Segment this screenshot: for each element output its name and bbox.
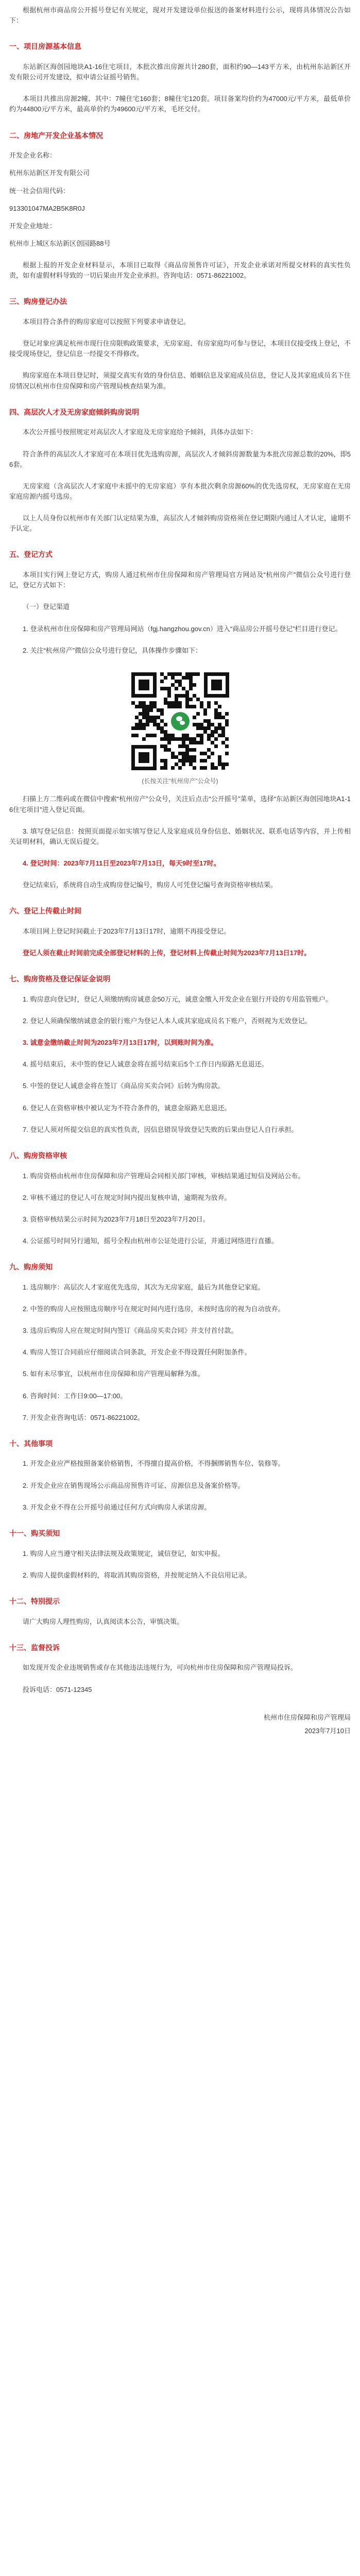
section-5-paragraph: 2. 关注“杭州房产”微信公众号进行登记，具体操作步骤如下： — [23, 646, 202, 654]
section-4-paragraph: 符合条件的高层次人才家庭可在本项目优先选购房源，高层次人才倾斜房源数量为本批次房源总数的20%，即56套。 — [9, 450, 351, 468]
section-4-paragraph: 本次公开摇号按照规定对高层次人才家庭及无房家庭给予倾斜，具体办法如下： — [23, 428, 258, 436]
section-4-paragraph: 无房家庭（含高层次人才家庭中未摇中的无房家庭）享有本批次剩余房源60%的优先选房权，无房家庭在无房家庭房源内摇号选房。 — [9, 482, 351, 500]
section-5-paragraph: 登记结束后，系统将自动生成购房登记编号，购房人可凭登记编号查询资格审核结果。 — [23, 881, 278, 889]
section-11-title: 十一、购买须知 — [9, 1529, 60, 1537]
section-10-paragraph: 1. 开发企业应严格按照备案价格销售，不得擅自提高价格，不得捆绑销售车位、装修等。 — [23, 1460, 285, 1468]
issuing-organization: 杭州市住房保障和房产管理局 — [263, 1713, 351, 1721]
section-8-paragraph: 4. 公证摇号时间另行通知，摇号全程由杭州市公证处进行公证，并通过网络进行直播。 — [23, 1236, 278, 1245]
section-8-paragraph: 2. 审核不通过的登记人可在规定时间内提出复核申请，逾期视为放弃。 — [23, 1193, 231, 1201]
section-2-paragraph: 根据上报的开发企业材料显示，本项目已取得《商品房预售许可证》，开发企业承诺对所提交材料的真实性负责，如有虚假材料导致的一切后果由开发企业承担。咨询电话：0571-86221002。 — [9, 261, 351, 280]
section-5-paragraph: 本项目实行网上登记方式，购房人通过杭州市住房保障和房产管理局官方网站及“杭州房产”微信公众号进行登记，登记方式如下： — [9, 571, 351, 589]
section-7-title: 七、购房资格及登记保证金说明 — [9, 975, 110, 984]
section-9-paragraph: 4. 购房人签订合同前应仔细阅读合同条款，开发企业不得设置任何附加条件。 — [23, 1348, 251, 1357]
section-10-paragraph: 3. 开发企业不得在公开摇号前通过任何方式向购房人承诺房源。 — [23, 1503, 211, 1511]
intro-paragraph: 根据杭州市商品房公开摇号登记有关规定，现对开发建设单位报送的备案材料进行公示，现将具体情况公告如下： — [9, 6, 351, 25]
developer-name-label: 开发企业名称： — [9, 151, 57, 160]
section-9-paragraph: 5. 如有未尽事宜，以杭州市住房保障和房产管理局解释为准。 — [23, 1370, 204, 1378]
developer-name-value: 杭州东站新区开发有限公司 — [9, 169, 90, 177]
section-6-title: 六、登记上传截止时间 — [9, 907, 81, 916]
section-8-paragraph: 1. 购房资格由杭州市住房保障和房产管理局会同相关部门审核，审核结果通过短信及网站公布。 — [23, 1172, 305, 1180]
section-9-paragraph: 7. 开发企业咨询电话：0571-86221002。 — [23, 1413, 144, 1421]
section-7-paragraph: 5. 中签的登记人诚意金将在签订《商品房买卖合同》后转为购房款。 — [23, 1082, 225, 1090]
section-6-paragraph: 本项目网上登记时间截止于2023年7月13日17时，逾期不再接受登记。 — [23, 927, 231, 935]
section-12-paragraph: 请广大购房人理性购房，认真阅读本公告，审慎决策。 — [23, 1617, 184, 1625]
section-1-title: 一、项目房源基本信息 — [9, 42, 81, 51]
section-3-title: 三、购房登记办法 — [9, 297, 67, 306]
section-8-paragraph: 3. 资格审核结果公示时间为2023年7月18日至2023年7月20日。 — [23, 1215, 210, 1223]
wechat-qr-code-icon[interactable] — [126, 667, 234, 775]
issue-date: 2023年7月10日 — [304, 1726, 351, 1735]
section-1-paragraph: 本项目共推出房源2幢、其中：7幢住宅160套；8幢住宅120套。项目备案均价约为47000元/平方米，最低单价约为44800元/平方米，最高单价约为49600元/平方米，毛坯交付。 — [9, 95, 351, 113]
section-11-paragraph: 1. 购房人应当遵守相关法律法规及政策规定，诚信登记，如实申报。 — [23, 1549, 225, 1557]
section-12-title: 十二、特别提示 — [9, 1597, 60, 1605]
section-3-paragraph: 购房家庭在本项目登记时，须提交真实有效的身份信息、婚姻信息及家庭成员信息，登记人及其家庭成员名下住房情况以杭州市住房保障和房产管理局核查结果为准。 — [9, 371, 351, 390]
section-2-title: 二、房地产开发企业基本情况 — [9, 131, 103, 140]
wechat-qr-block — [9, 667, 351, 786]
section-3-paragraph: 登记对象应满足杭州市现行住房限购政策要求，无房家庭、有房家庭均可参与登记，本项目仅接受线上登记，不接受现场登记，登记信息一经提交不得修改。 — [9, 340, 351, 358]
section-10-title: 十、其他事项 — [9, 1439, 53, 1448]
section-7-paragraph: 7. 登记人须对所提交信息的真实性负责，因信息错误导致登记失败的后果由登记人自行承担。 — [23, 1125, 298, 1133]
section-5-title: 五、登记方式 — [9, 550, 53, 559]
section-4-paragraph: 以上人员身份以杭州市有关部门认定结果为准，高层次人才倾斜购房资格须在登记期限内通过人才认定，逾期不予认定。 — [9, 514, 351, 533]
section-9-paragraph: 6. 咨询时间：工作日9:00—17:00。 — [23, 1392, 127, 1400]
section-13-paragraph: 投诉电话：0571-12345 — [23, 1685, 92, 1693]
section-7-paragraph: 6. 登记人在资格审核中被认定为不符合条件的，诚意金原路无息退还。 — [23, 1104, 231, 1112]
section-13-paragraph: 如发现开发企业违规销售或存在其他违法违规行为，可向杭州市住房保障和房产管理局投诉。 — [23, 1664, 298, 1672]
section-5-paragraph: 3. 填写登记信息：按照页面提示如实填写登记人及家庭成员身份信息、婚姻状况、联系电话等内容，并上传相关证明材料，确认无误后提交。 — [9, 827, 351, 845]
section-5-paragraph: （一）登记渠道 — [23, 603, 70, 611]
credit-code-label: 统一社会信用代码： — [9, 187, 70, 195]
section-5-paragraph: 1. 登录杭州市住房保障和房产管理局网站（fgj.hangzhou.gov.cn）进入“商品房公开摇号登记”栏目进行登记。 — [23, 624, 342, 633]
section-9-title: 九、购房须知 — [9, 1263, 53, 1272]
qr-caption: (长按关注“杭州房产”公众号) — [142, 777, 218, 785]
section-5-paragraph: 扫描上方二维码或在微信中搜索“杭州房产”公众号，关注后点击“公开摇号”菜单，选择“东站新区海创园地块A1-16住宅项目”进入登记页面。 — [9, 795, 351, 814]
section-7-paragraph: 1. 购房意向登记时，登记人须缴纳购房诚意金50万元，诚意金缴入开发企业在银行开设的专用监管账户。 — [23, 995, 332, 1003]
section-4-title: 四、高层次人才及无房家庭倾斜购房说明 — [9, 408, 139, 416]
section-9-paragraph: 1. 选房顺序：高层次人才家庭优先选房，其次为无房家庭，最后为其他登记家庭。 — [23, 1283, 265, 1291]
section-13-title: 十三、监督投诉 — [9, 1643, 60, 1652]
section-1-paragraph: 东站新区海创园地块A1-16住宅项目，本批次推出房源共计280套，面积约90—143平方米，由杭州东站新区开发有限公司开发建设，拟申请公证摇号销售。 — [9, 62, 351, 81]
section-9-paragraph: 3. 选房后购房人应在规定时间内签订《商品房买卖合同》并支付首付款。 — [23, 1327, 238, 1335]
credit-code-value: 913301047MA2B5K8R0J — [9, 204, 85, 212]
section-9-paragraph: 2. 中签的购房人应按照选房顺序号在规定时间内进行选房，未按时选房的视为自动放弃。 — [23, 1304, 285, 1313]
section-10-paragraph: 2. 开发企业应在销售现场公示商品房预售许可证、房源信息及备案价格等。 — [23, 1481, 245, 1489]
section-7-paragraph: 4. 摇号结束后，未中签的登记人诚意金将在摇号结束后5个工作日内原路无息退还。 — [23, 1060, 268, 1069]
section-7-paragraph: 2. 登记人须确保缴纳诚意金的银行账户为登记人本人或其家庭成员名下账户，否则视为无效登记。 — [23, 1017, 312, 1025]
registration-time-highlight: 4. 登记时间：2023年7月11日至2023年7月13日，每天9时至17时。 — [23, 859, 220, 867]
upload-deadline-highlight: 登记人须在截止时间前完成全部登记材料的上传，登记材料上传截止时间为2023年7月13日17时。 — [23, 949, 311, 957]
developer-address-value: 杭州市上城区东站新区创园路88号 — [9, 239, 111, 247]
section-8-title: 八、购房资格审核 — [9, 1151, 67, 1160]
signature-block — [9, 1713, 351, 1736]
section-11-paragraph: 2. 购房人提供虚假材料的，将取消其购房资格，并按规定纳入不良信用记录。 — [23, 1571, 251, 1579]
developer-address-label: 开发企业地址： — [9, 222, 57, 230]
deposit-deadline-highlight: 3. 诚意金缴纳截止时间为2023年7月13日17时，以到账时间为准。 — [23, 1039, 218, 1047]
section-3-paragraph: 本项目符合条件的购房家庭可以按照下列要求申请登记。 — [23, 318, 191, 326]
